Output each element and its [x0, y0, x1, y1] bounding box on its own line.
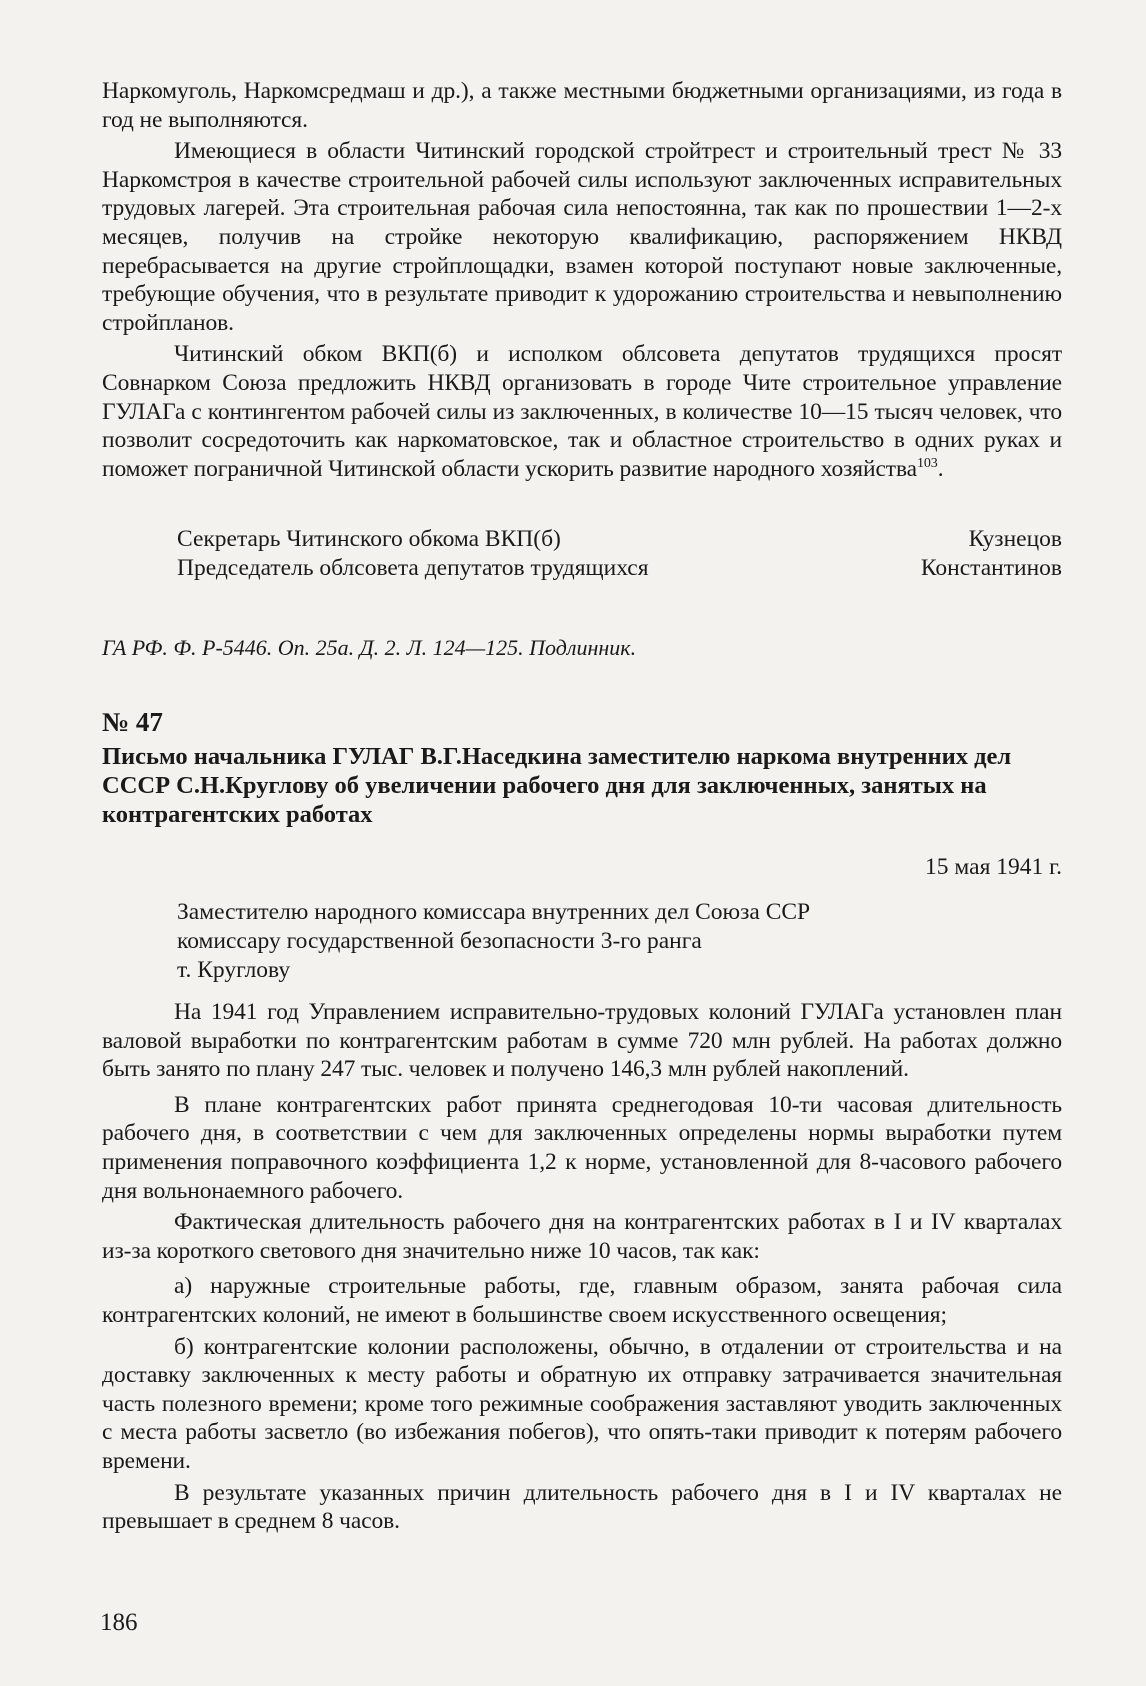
addressee-line: Заместителю народного комиссара внутренних дел Союза ССР [177, 899, 811, 925]
signature-name: Константинов [920, 555, 1062, 581]
signature-role: Секретарь Читинского обкома ВКП(б) [177, 526, 561, 552]
paragraph-request-end: . [937, 455, 944, 482]
body-paragraph-item-b: б) контрагентские колонии расположены, обычно, в отдалении от строительства и на доставку заключенных к месту работы и обратную их отправку затрачивается значительная часть полезного времени; кроме того режимные соображения заставляют уводить заключенных с места работы засветло (во избежания побегов), что опять-таки приводит к потерям рабочего времени. [102, 1333, 1062, 1474]
signature-secretary [177, 525, 1062, 553]
intro-section [102, 77, 1062, 483]
signature-name: Кузнецов [968, 526, 1062, 552]
addressee-line: т. Круглову [177, 957, 291, 983]
letter-body [102, 998, 1062, 1536]
intro-paragraph: Наркомуголь, Наркомсредмаш и др.), а также местными бюджетными организациями, из года в год не выполняются. [102, 78, 1062, 133]
document-title: Письмо начальника ГУЛАГ В.Г.Наседкина заместителю наркома внутренних дел СССР С.Н.Круглову об увеличении рабочего дня для заключенных, занятых на контрагентских работах [102, 743, 1012, 828]
page-number: 186 [100, 1609, 138, 1636]
archive-source: ГА РФ. Ф. Р-5446. Оп. 25а. Д. 2. Л. 124—125. Подлинник. [102, 635, 637, 660]
paragraph-request-text: Читинский обком ВКП(б) и исполком облсовета депутатов трудящихся просят Совнарком Союза предложить НКВД организовать в городе Чите строительное управление ГУЛАГа с контингентом рабочей силы из заключенных, в количестве 10—15 тысяч человек, что позволит сосредоточить как наркоматовское, так и областное строительство в одних руках и поможет пограничной Читинской области ускорить развитие народного хозяйства [102, 341, 1062, 482]
body-paragraph-item-a: а) наружные строительные работы, где, главным образом, занята рабочая сила контрагентских колоний, не имеют в большинстве своем искусственного освещения; [102, 1273, 1062, 1328]
footnote-ref: 103 [916, 455, 938, 471]
body-paragraph-plan: На 1941 год Управлением исправительно-трудовых колоний ГУЛАГа установлен план валовой выработки по контрагентским работам в сумме 720 млн рублей. На работах должно быть занято по плану 247 тыс. человек и получено 146,3 млн рублей накоплений. [102, 999, 1062, 1083]
document-number: № 47 [102, 707, 163, 737]
document-date: 15 мая 1941 г. [925, 854, 1062, 880]
body-paragraph-result: В результате указанных причин длительность рабочего дня в I и IV кварталах не превышает в среднем 8 часов. [102, 1479, 1062, 1535]
body-paragraph-norms: В плане контрагентских работ принята среднегодовая 10-ти часовая длительность рабочего дня, в соответствии с чем для заключенных определены нормы выработки путем применения поправочного коэффициента 1,2 к норме, установленной для 8-часового рабочего дня вольнонаемного рабочего. [102, 1091, 1062, 1204]
addressee-line: комиссару государственной безопасности 3-го ранга [177, 928, 702, 954]
signature-chairman [177, 554, 1062, 582]
addressee-block [177, 898, 810, 985]
paragraph-request [102, 340, 1062, 483]
paragraph-trust: Имеющиеся в области Читинский городской стройтрест и строительный трест № 33 Наркомстроя в качестве строительной рабочей силы используют заключенных исправительных трудовых лагерей. Эта строительная рабочая сила непостоянна, так как по прошествии 1—2-х месяцев, получив на стройке некоторую квалификацию, распоряжением НКВД перебрасывается на другие стройплощадки, взамен которой поступают новые заключенные, требующие обучения, что в результате приводит к удорожанию строительства и невыполнению стройпланов. [102, 138, 1062, 336]
signature-role: Председатель облсовета депутатов трудящихся [177, 555, 649, 581]
body-paragraph-actual: Фактическая длительность рабочего дня на контрагентских работах в I и IV кварталах из-за короткого светового дня значительно ниже 10 часов, так как: [102, 1209, 1062, 1264]
